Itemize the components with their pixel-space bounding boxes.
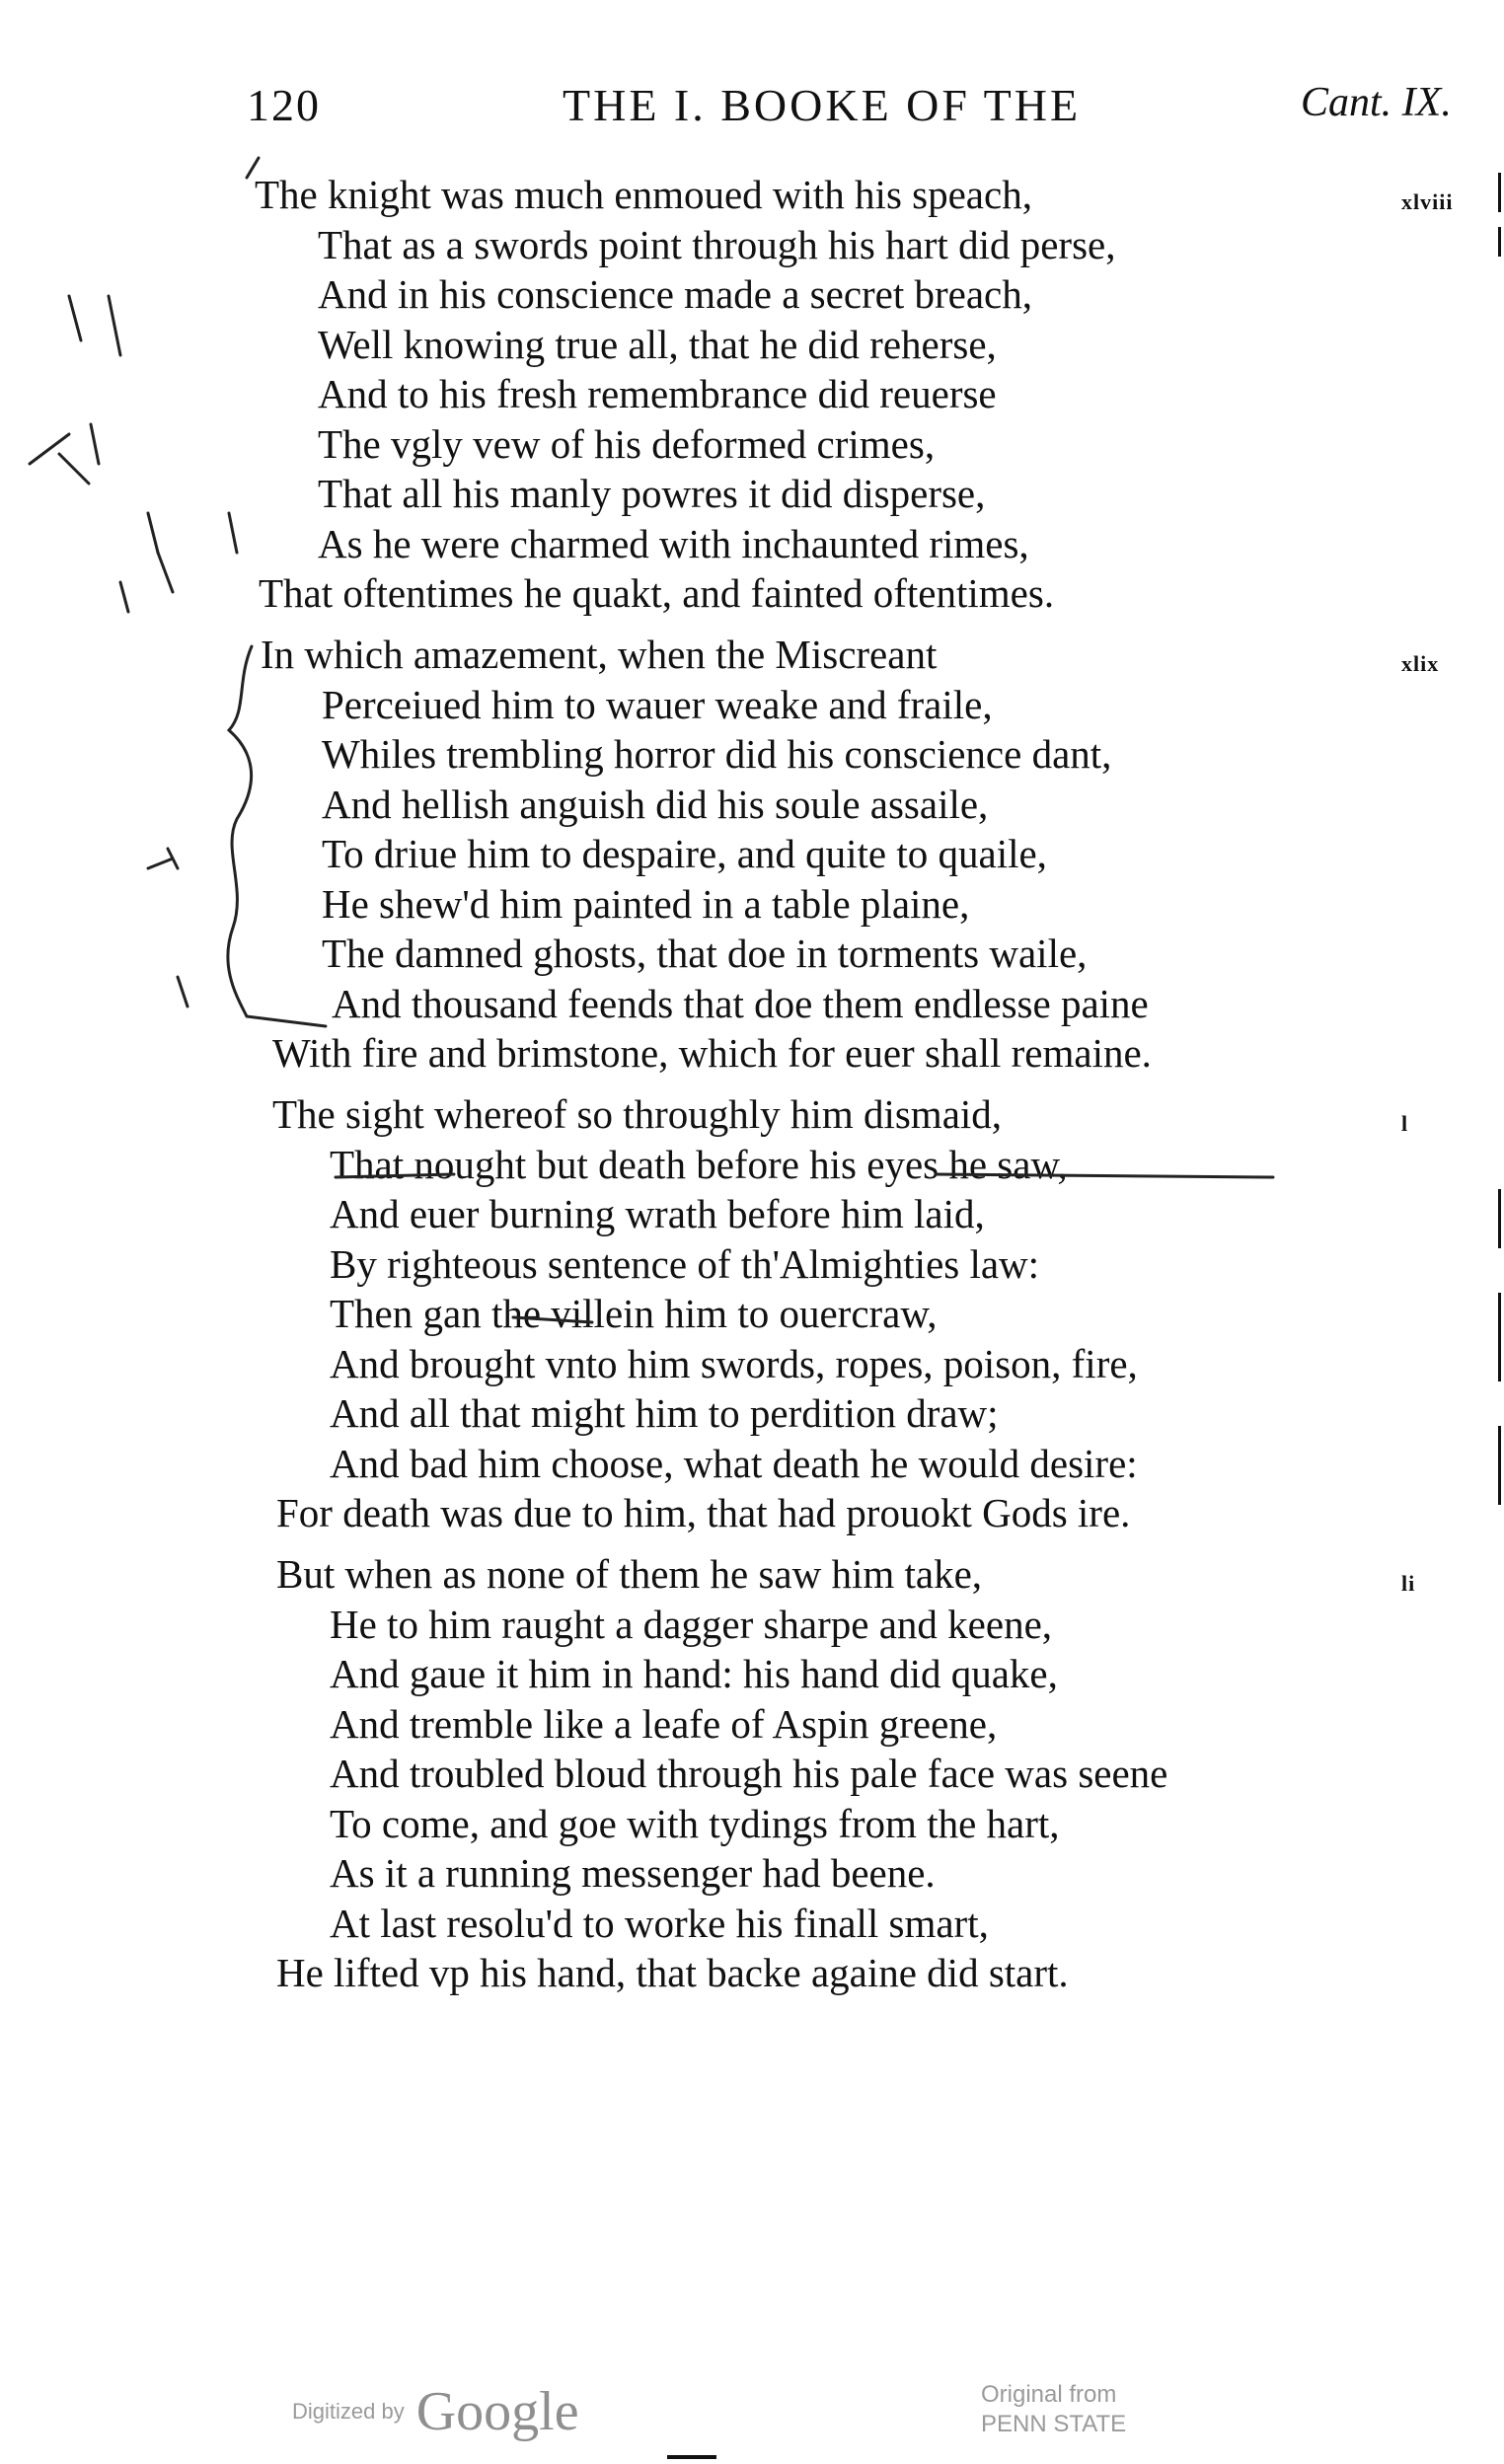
verse-line: Well knowing true all, that he did reherse, [318, 322, 997, 367]
verse-line: And in his conscience made a secret breach, [318, 271, 1033, 317]
edge-mark [1498, 227, 1501, 257]
verse-line: And to his fresh remembrance did reuerse [318, 371, 997, 416]
margin-stroke [91, 424, 99, 464]
edge-mark [1498, 1426, 1501, 1505]
verse-line: And thousand feends that doe them endlesse paine [332, 981, 1149, 1026]
library-name: PENN STATE [981, 2411, 1127, 2437]
verse-line: With fire and brimstone, which for euer shall remaine. [272, 1030, 1152, 1076]
verse-line: He shew'd him painted in a table plaine, [322, 881, 970, 927]
margin-stroke [247, 158, 259, 178]
verse-line: And all that might him to perdition draw; [330, 1390, 999, 1436]
margin-stroke [336, 1174, 454, 1177]
margin-stroke [229, 513, 237, 553]
source-credit [981, 2380, 1126, 2439]
margin-stroke [148, 849, 178, 868]
digitized-by-label: Digitized by [292, 2399, 405, 2424]
page-bottom-mark [667, 2455, 716, 2459]
verse-line: For death was due to him, that had prouokt Gods ire. [276, 1490, 1131, 1535]
verse-line: By righteous sentence of th'Almighties law: [330, 1241, 1040, 1287]
verse-line: He to him raught a dagger sharpe and keene, [330, 1602, 1053, 1647]
verse-line: The vgly vew of his deformed crimes, [318, 421, 936, 467]
margin-stroke [228, 646, 326, 1026]
verse-line: The damned ghosts, that doe in torments waile, [322, 931, 1088, 976]
edge-mark [1498, 173, 1501, 212]
verse-line: The knight was much enmoued with his speach, [255, 172, 1032, 217]
margin-stroke [120, 582, 128, 612]
canto-label: Cant. IX. [1301, 80, 1452, 125]
margin-stroke [158, 553, 173, 592]
verse-line: At last resolu'd to worke his finall smart, [330, 1901, 989, 1946]
original-from-label: Original from [981, 2381, 1117, 2408]
verse-line: And gaue it him in hand: his hand did quake, [330, 1651, 1058, 1696]
margin-stroke [936, 1174, 1273, 1177]
verse-line: And hellish anguish did his soule assaile, [322, 782, 989, 827]
edge-mark [1498, 1189, 1501, 1248]
verse-line: He lifted vp his hand, that backe againe did start. [276, 1950, 1069, 1995]
verse-line: And bad him choose, what death he would desire: [330, 1441, 1138, 1486]
verse-line: And brought vnto him swords, ropes, poison, fire, [330, 1341, 1138, 1386]
verse-line: As he were charmed with inchaunted rimes, [318, 521, 1029, 566]
margin-stroke [513, 1317, 592, 1322]
stanza-number: xlix [1401, 651, 1440, 676]
verse-line: That nought but death before his eyes he saw, [330, 1142, 1068, 1187]
verse-line: That as a swords point through his hart did perse, [318, 222, 1116, 267]
stanza-number: l [1401, 1111, 1409, 1136]
verse-line: And troubled bloud through his pale face was seene [330, 1751, 1168, 1796]
running-title: THE I. BOOKE OF THE [563, 80, 1082, 130]
verse-line: That all his manly powres it did disperse, [318, 471, 986, 516]
verse-line: As it a running messenger had beene. [330, 1850, 936, 1896]
margin-stroke [148, 513, 158, 553]
margin-stroke [109, 296, 120, 355]
verse-line: Then gan the villein him to ouercraw, [330, 1291, 938, 1336]
verse-line: To driue him to despaire, and quite to quaile, [322, 831, 1047, 876]
digitization-credit [292, 2380, 579, 2443]
verse-line: Perceiued him to wauer weake and fraile, [322, 682, 993, 727]
verse-line: The sight whereof so throughly him dismaid, [272, 1091, 1003, 1137]
verse-line: Whiles trembling horror did his conscience dant, [322, 731, 1112, 777]
verse-line: That oftentimes he quakt, and fainted oftentimes. [259, 570, 1055, 616]
verse-line: And euer burning wrath before him laid, [330, 1191, 985, 1236]
page-number: 120 [247, 80, 321, 130]
edge-mark [1498, 1293, 1501, 1381]
verse-line: But when as none of them he saw him take, [276, 1551, 983, 1597]
margin-stroke [178, 977, 188, 1007]
margin-stroke [30, 434, 89, 484]
stanza-number: xlviii [1401, 189, 1454, 214]
google-logo: Google [415, 2381, 579, 2442]
stanza-number: li [1401, 1571, 1416, 1596]
verse-line: And tremble like a leafe of Aspin greene, [330, 1701, 998, 1747]
margin-stroke [69, 296, 81, 340]
verse-line: In which amazement, when the Miscreant [261, 632, 938, 677]
verse-line: To come, and goe with tydings from the hart, [330, 1801, 1060, 1846]
